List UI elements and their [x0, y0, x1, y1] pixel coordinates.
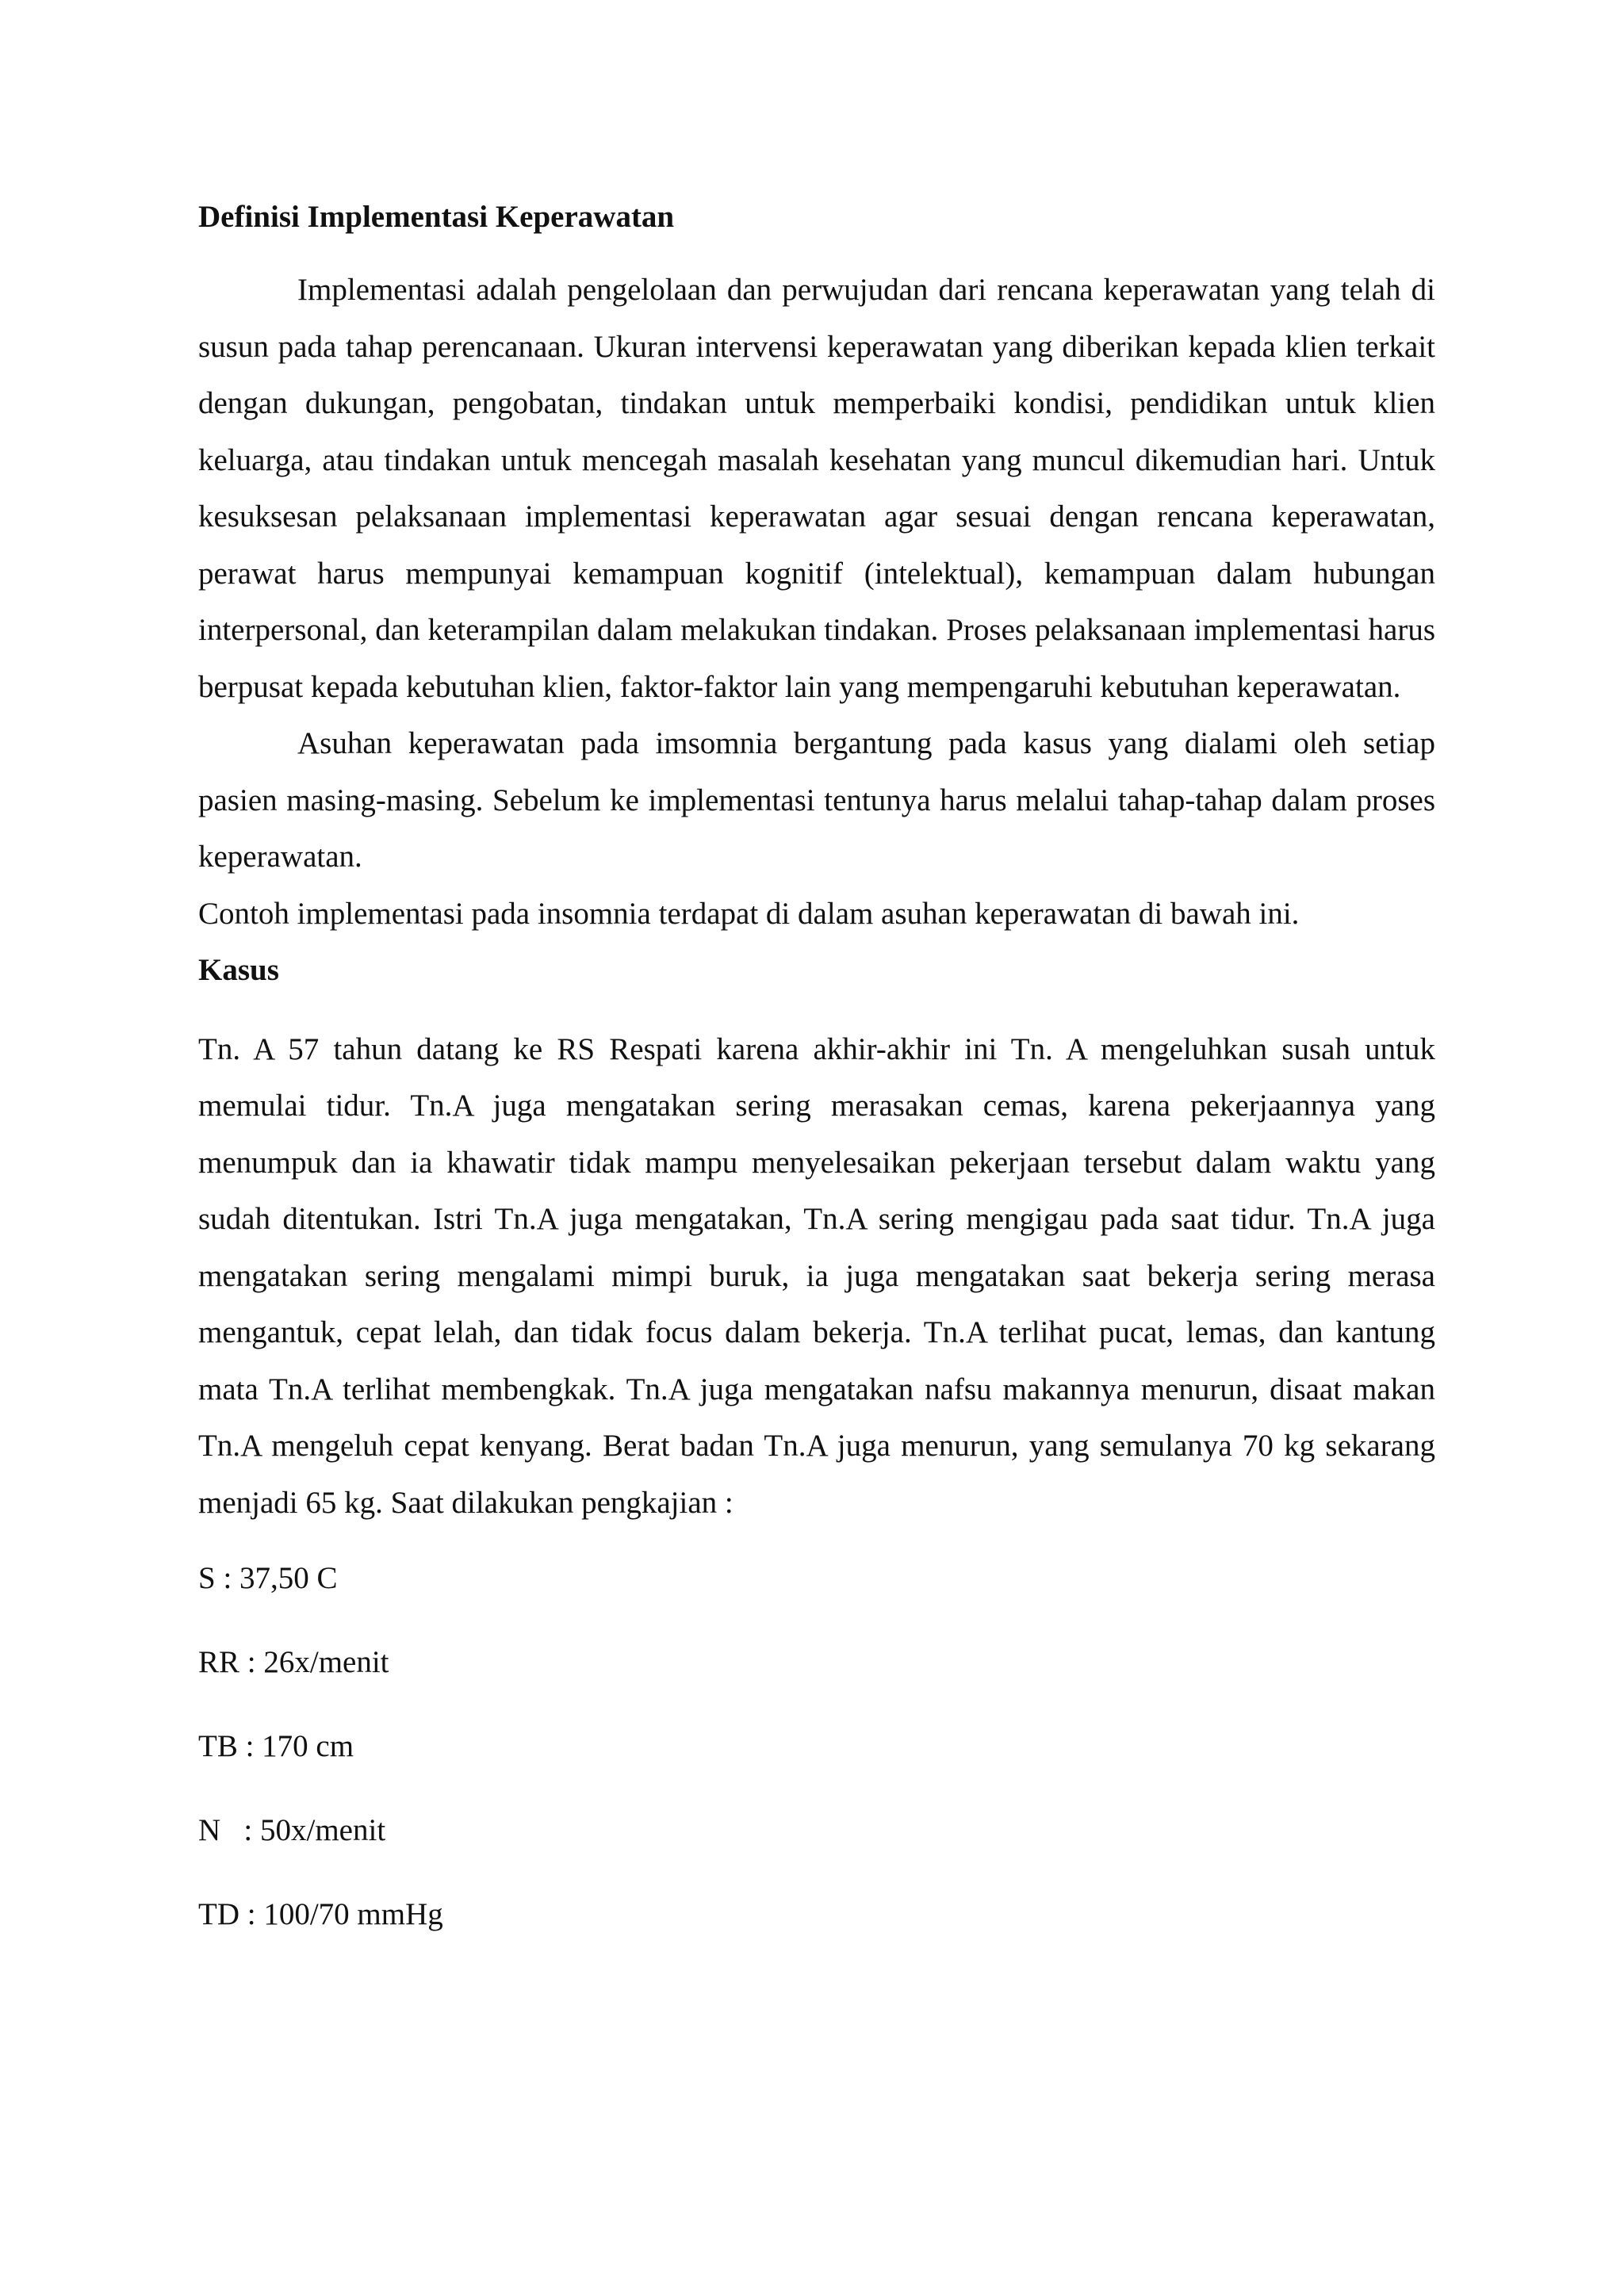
paragraph-definition: Implementasi adalah pengelolaan dan perwujudan dari rencana keperawatan yang telah di susun pada tahap perencanaan. Ukuran intervensi keperawatan yang diberikan kepada klien terkait dengan dukungan, pengobatan, tindakan untuk memperbaiki kondisi, pendidikan untuk klien keluarga, atau tindakan untuk mencegah masalah kesehatan yang muncul dikemudian hari. Untuk kesuksesan pelaksanaan implementasi keperawatan agar sesuai dengan rencana keperawatan, perawat harus mempunyai kemampuan kognitif (intelektual), kemampuan dalam hubungan interpersonal, dan keterampilan dalam melakukan tindakan. Proses pelaksanaan implementasi harus berpusat kepada kebutuhan klien, faktor-faktor lain yang mempengaruhi kebutuhan keperawatan.	[198, 273, 1435, 704]
vital-signs-list	[198, 1558, 1435, 1978]
vital-height: TB : 170 cm	[198, 1729, 354, 1763]
paragraph-insomnia: Asuhan keperawatan pada imsomnia bergantung pada kasus yang dialami oleh setiap pasien masing-masing. Sebelum ke implementasi tentunya harus melalui tahap-tahap dalam proses keperawatan.	[198, 726, 1435, 874]
vital-temperature: S : 37,50 C	[198, 1561, 338, 1595]
paragraph-example: Contoh implementasi pada insomnia terdapat di dalam asuhan keperawatan di bawah ini.	[198, 896, 1300, 931]
document-page	[198, 197, 1435, 1978]
vital-blood-pressure: TD : 100/70 mmHg	[198, 1897, 443, 1931]
vital-pulse: N : 50x/menit	[198, 1813, 386, 1847]
case-heading: Kasus	[198, 953, 279, 987]
document-title: Definisi Implementasi Keperawatan	[198, 200, 675, 234]
case-description: Tn. A 57 tahun datang ke RS Respati karena akhir-akhir ini Tn. A mengeluhkan susah untuk memulai tidur. Tn.A juga mengatakan sering merasakan cemas, karena pekerjaannya yang menumpuk dan ia khawatir tidak mampu menyelesaikan pekerjaan tersebut dalam waktu yang sudah ditentukan. Istri Tn.A juga mengatakan, Tn.A sering mengigau pada saat tidur. Tn.A juga mengatakan sering mengalami mimpi buruk, ia juga mengatakan saat bekerja sering merasa mengantuk, cepat lelah, dan tidak focus dalam bekerja. Tn.A terlihat pucat, lemas, dan kantung mata Tn.A terlihat membengkak. Tn.A juga mengatakan nafsu makannya menurun, disaat makan Tn.A mengeluh cepat kenyang. Berat badan Tn.A juga menurun, yang semulanya 70 kg sekarang menjadi 65 kg. Saat dilakukan pengkajian :	[198, 1031, 1435, 1520]
vital-respiration-rate: RR : 26x/menit	[198, 1645, 389, 1679]
